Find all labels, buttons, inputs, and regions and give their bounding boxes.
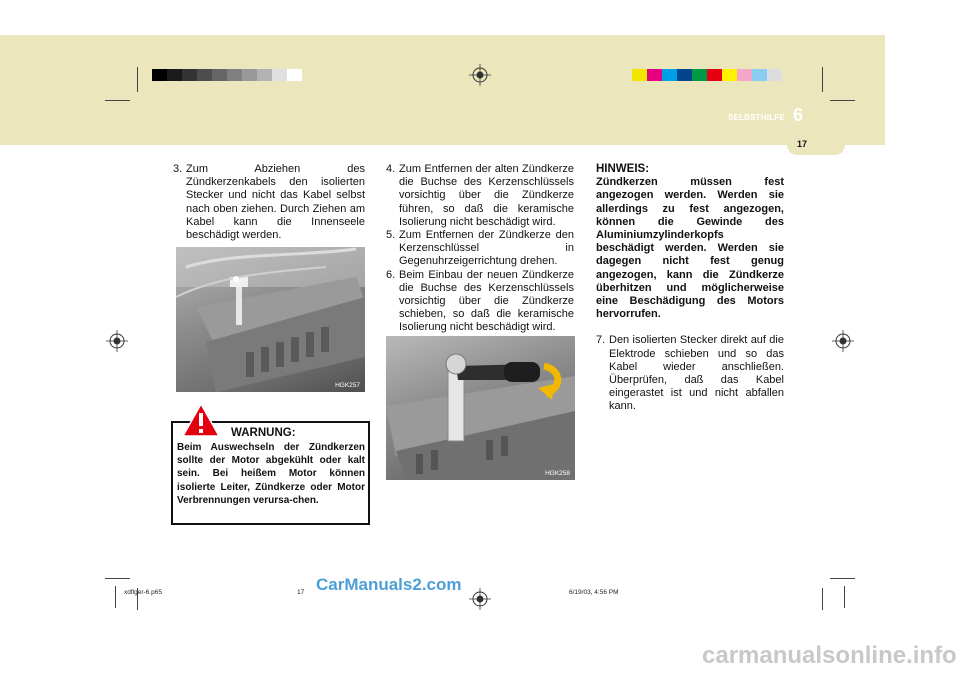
page-number-tab xyxy=(787,135,845,155)
greyscale-calibration-bar xyxy=(152,69,302,81)
right-column xyxy=(596,163,784,414)
color-swatch xyxy=(737,69,752,81)
color-swatch xyxy=(767,69,782,81)
instruction-step-5 xyxy=(386,229,574,269)
note-text: Zündkerzen müssen fest angezogen werden. Werden sie allerdings zu fest angezogen, können die Gewinde des Aluminiumzylinderkopfs beschädigt werden. Werden sie dagegen nicht fest genug angezogen, kann die Zündkerze überhitzen und möglicherweise eine Beschädigung des Motors hervorrufen. xyxy=(596,176,784,321)
step-number: 6. xyxy=(386,268,396,281)
color-swatch xyxy=(272,69,287,81)
color-swatch xyxy=(692,69,707,81)
step-number: 5. xyxy=(386,229,396,242)
step-text: Beim Einbau der neuen Zündkerze die Buchse des Kerzenschlüssels vorsichtig über die Zündkerze schieben, so daß die keramische Isolierung nicht beschädigt wird. xyxy=(399,268,574,334)
color-swatch xyxy=(722,69,737,81)
color-swatch xyxy=(752,69,767,81)
page-number: 17 xyxy=(797,139,808,149)
warning-title: WARNUNG: xyxy=(231,427,296,439)
color-swatch xyxy=(212,69,227,81)
footer-date: 6/19/03, 4:56 PM xyxy=(569,589,619,596)
step-text: Zum Entfernen der Zündkerze den Kerzenschlüssel in Gegenuhrzeigerrichtung drehen. xyxy=(399,229,574,268)
color-calibration-bar xyxy=(632,69,782,81)
color-swatch xyxy=(662,69,677,81)
color-swatch xyxy=(167,69,182,81)
engine-spark-plug-photo xyxy=(176,247,365,392)
color-swatch xyxy=(227,69,242,81)
left-column xyxy=(173,163,365,242)
chapter-label: SELBSTHILFE xyxy=(728,113,785,122)
color-swatch xyxy=(647,69,662,81)
registration-mark-icon xyxy=(469,588,491,610)
header-band xyxy=(0,35,885,145)
instruction-step-6 xyxy=(386,269,574,335)
middle-column xyxy=(386,163,574,335)
step-number: 3. xyxy=(173,163,183,175)
step-text: Zum Entfernen der alten Zündkerze die Buchse des Kerzenschlüssels vorsichtig über die Zündkerze führen, so daß die keramische Isolierung nicht beschädigt wird. xyxy=(399,163,574,228)
color-swatch xyxy=(152,69,167,81)
step-number: 7. xyxy=(596,334,606,347)
color-swatch xyxy=(677,69,692,81)
warning-text: Beim Auswechseln der Zündkerzen sollte der Motor abgekühlt oder kalt sein. Bei heißem Motor können isolierte Leiter, Zündkerze oder Motor Verbrennungen verursa-chen. xyxy=(177,442,365,506)
note-title: HINWEIS: xyxy=(596,163,650,175)
engine-illustration xyxy=(176,247,365,392)
instruction-step-3 xyxy=(173,163,365,242)
registration-mark-icon xyxy=(106,330,128,352)
chapter-number: 6 xyxy=(793,105,804,125)
footer-page-number: 17 xyxy=(297,589,305,596)
step-text: Zum Abziehen des Zündkerzenkabels den isolierten Stecker und nicht das Kabel selbst nach oben ziehen. Durch Ziehen am Kabel kann die Innenseele beschädigt werden. xyxy=(186,163,365,242)
instruction-step-7 xyxy=(596,334,784,413)
spark-plug-wrench-photo xyxy=(386,336,575,480)
color-swatch xyxy=(707,69,722,81)
photo-code: HGK258 xyxy=(545,470,570,477)
registration-mark-icon xyxy=(469,64,491,86)
step-number: 4. xyxy=(386,163,396,175)
wrench-illustration xyxy=(386,336,575,480)
color-swatch xyxy=(242,69,257,81)
watermark-link[interactable]: CarManuals2.com xyxy=(316,575,462,594)
warning-triangle-icon xyxy=(182,403,220,437)
photo-code: HGK257 xyxy=(335,382,360,389)
color-swatch xyxy=(182,69,197,81)
site-watermark: carmanualsonline.info xyxy=(702,642,957,669)
color-swatch xyxy=(197,69,212,81)
instruction-step-4 xyxy=(386,163,574,229)
footer-filename: xdflger-6.p65 xyxy=(124,589,162,596)
color-swatch xyxy=(287,69,302,81)
step-text: Den isolierten Stecker direkt auf die Elektrode schieben und so das Kabel wieder anschließen. Überprüfen, daß das Kabel eingerastet ist und nicht abfallen kann. xyxy=(609,334,784,413)
color-swatch xyxy=(632,69,647,81)
color-swatch xyxy=(257,69,272,81)
registration-mark-icon xyxy=(832,330,854,352)
